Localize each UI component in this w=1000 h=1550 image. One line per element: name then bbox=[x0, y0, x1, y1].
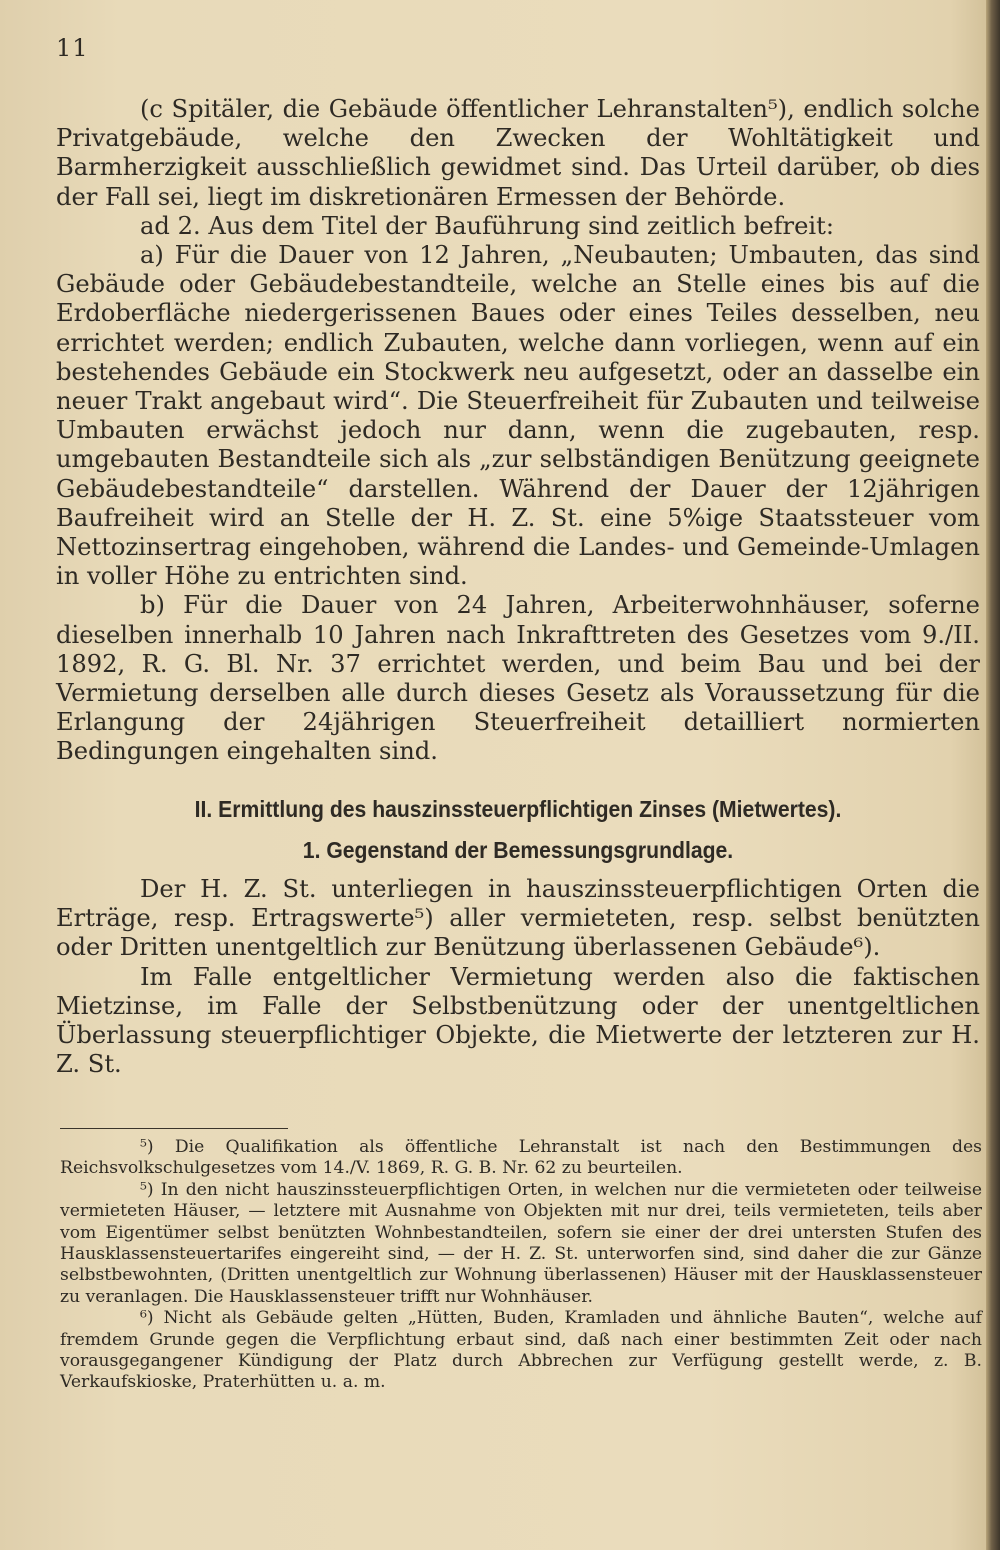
footnote-hausklassensteuer: ⁵) In den nicht hauszinssteuerpflichtigen Orten, in welchen nur die vermieteten oder teilweise vermieteten Häuser, — letztere mit Ausnahme von Objekten mit nur drei, teils vermieteten, teils aber vom Eigentümer selbst benützten Wohnbestandteilen, sofern sie einer der drei untersten Stufen des Hausklassensteuertarifes eingereiht sind, — der H. Z. St. unterworfen sind, sind daher die zur Gänze selbstbewohnten, (Dritten unentgeltlich zur Wohnung überlassenen) Häuser mit der Hausklassensteuer zu veranlagen. Die Hausklassensteuer trifft nur Wohnhäuser. bbox=[60, 1179, 982, 1307]
footnotes bbox=[60, 1137, 982, 1394]
paragraph-ad-2: ad 2. Aus dem Titel der Bauführung sind zeitlich befreit: bbox=[140, 211, 834, 240]
section-heading: II. Ermittlung des hauszinssteuerpflichtigen Zinses (Mietwertes). bbox=[194, 795, 842, 822]
subsection-heading: 1. Gegenstand der Bemessungsgrundlage. bbox=[302, 836, 734, 863]
page-number: 11 bbox=[56, 34, 89, 62]
page-edge-shadow bbox=[986, 0, 1000, 1550]
footnote-gebaeude: ⁶) Nicht als Gebäude gelten „Hütten, Buden, Kramladen und ähnliche Bauten“, welche auf fremdem Grunde gegen die Verpflichtung erbaut sind, daß nach einer bestimmten Zeit oder nach vorausgegangener Kündigung der Platz durch Abbrechen zur Verfügung gestellt werde, z. B. Verkaufskioske, Praterhütten u. a. m. bbox=[60, 1308, 982, 1393]
paragraph-item-b: b) Für die Dauer von 24 Jahren, Arbeiterwohnhäuser, soferne dieselben innerhalb 10 Jahren nach Inkrafttreten des Gesetzes vom 9./II. 1892, R. G. Bl. Nr. 37 errichtet werden, und beim Bau und bei der Vermietung derselben alle durch dieses Gesetz als Voraussetzung für die Erlangung der 24jährigen Steuerfreiheit detailliert normierten Bedingungen eingehalten sind. bbox=[56, 591, 980, 766]
paragraph-item-a: a) Für die Dauer von 12 Jahren, „Neubauten; Umbauten, das sind Gebäude oder Gebäudebestandteile, welche an Stelle eines bis auf die Erdoberfläche niedergerissenen Baues oder eines Teiles desselben, neu errichtet werden; endlich Zubauten, welche dann vorliegen, wenn auf ein bestehendes Gebäude ein Stockwerk neu aufgesetzt, oder an dasselbe ein neuer Trakt angebaut wird“. Die Steuerfreiheit für Zubauten und teilweise Umbauten erwächst jedoch nur dann, wenn die zugebauten, resp. umgebauten Bestandteile sich als „zur selbständigen Benützung geeignete Gebäudebestandteile“ darstellen. Während der Dauer der 12jährigen Baufreiheit wird an Stelle der H. Z. St. eine 5%ige Staatssteuer vom Nettozinsertrag eingehoben, während die Landes- und Gemeinde-Umlagen in voller Höhe zu entrichten sind. bbox=[56, 241, 980, 591]
footnote-lehranstalt: ⁵) Die Qualifikation als öffentliche Lehranstalt ist nach den Bestimmungen des Reichsvolkschulgesetzes vom 14./V. 1869, R. G. B. Nr. 62 zu beurteilen. bbox=[60, 1137, 982, 1179]
paragraph-gegenstand: Der H. Z. St. unterliegen in hauszinssteuerpflichtigen Orten die Erträge, resp. Ertragswerte⁵) aller vermieteten, resp. selbst benützten oder Dritten unentgeltlich zur Benützung überlassenen Gebäude⁶). bbox=[56, 875, 980, 962]
paragraph-vermietung: Im Falle entgeltlicher Vermietung werden also die faktischen Mietzinse, im Falle der Selbstbenützung oder der unentgeltlichen Überlassung steuerpflichtiger Objekte, die Mietwerte der letzteren zur H. Z. St. bbox=[56, 962, 980, 1079]
paragraph-spitaeler: (c Spitäler, die Gebäude öffentlicher Lehranstalten⁵), endlich solche Privatgebäude, welche den Zwecken der Wohltätigkeit und Barmherzigkeit ausschließlich gewidmet sind. Das Urteil darüber, ob dies der Fall sei, liegt im diskretionären Ermessen der Behörde. bbox=[56, 95, 980, 211]
main-text bbox=[56, 95, 980, 1080]
footnote-divider bbox=[60, 1128, 288, 1129]
